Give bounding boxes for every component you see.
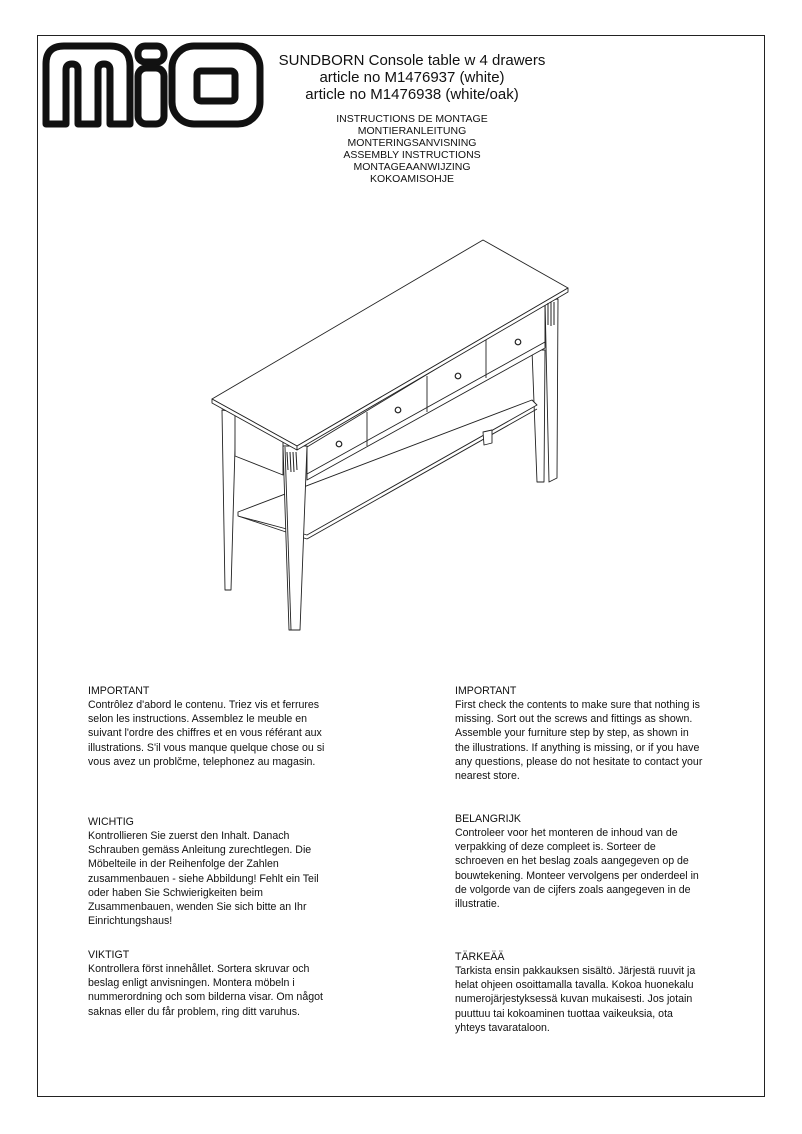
title-sv: MONTERINGSANVISNING [347, 137, 477, 149]
article-number-white: article no M1476937 (white) [319, 69, 505, 86]
drawer-knob-icon [455, 373, 461, 379]
article-number-white-oak: article no M1476938 (white/oak) [305, 86, 519, 103]
title-de: MONTIERANLEITUNG [357, 125, 467, 137]
drawer-knob-icon [336, 441, 342, 447]
section-heading: TÄRKEÄÄ [455, 951, 505, 963]
section-body: Tarkista ensin pakkauksen sisältö. Järjestä ruuvit ja helat ohjeen osoittamalla tavalla. Kokoa huonekalu numerojärjestyksessä kuvan mukaisesti. Jos jotain puuttuu tai kokoaminen tuottaa vaikeuksia, ota yhteys tavarataloon. [455, 965, 696, 1034]
section-heading: WICHTIG [88, 816, 134, 828]
section-heading: IMPORTANT [88, 685, 150, 697]
product-title: SUNDBORN Console table w 4 drawers [278, 52, 546, 69]
section-nl [455, 812, 755, 911]
section-en [455, 684, 755, 783]
section-fr [88, 684, 388, 769]
section-fi [455, 950, 755, 1035]
title-nl: MONTAGEAANWIJZING [353, 161, 471, 173]
section-heading: VIKTIGT [88, 949, 130, 961]
section-body: Kontrollera först innehållet. Sortera skruvar och beslag enligt anvisningen. Montera möbeln i nummerordning och som bilderna visar. Om något saknas eller du får problem, ring ditt varuhus. [88, 963, 323, 1018]
section-de [88, 815, 388, 928]
section-sv [88, 948, 388, 1019]
title-fr: INSTRUCTIONS DE MONTAGE [336, 113, 488, 125]
title-fi: KOKOAMISOHJE [369, 173, 454, 185]
section-body: Kontrollieren Sie zuerst den Inhalt. Danach Schrauben gemäss Anleitung zurechtlegen. Die Möbelteile in der Reihenfolge der Zahlen zusammenbauen - siehe Abbildung! Fehlt ein Teil oder haben Sie Schwierigkeiten beim Zusammenbauen, wenden Sie sich bitte an Ihr Einrichtungshaus! [88, 830, 319, 928]
section-body: First check the contents to make sure that nothing is missing. Sort out the screws and fittings as shown. Assemble your furniture step by step, as shown in the illustrations. If anything is missing, or if you have any questions, please do not hesitate to contact your nearest store. [455, 699, 703, 783]
drawer-knob-icon [515, 339, 521, 345]
drawer-knob-icon [395, 407, 401, 413]
section-heading: IMPORTANT [455, 685, 517, 697]
section-body: Controleer voor het monteren de inhoud van de verpakking of deze compleet is. Sorteer de schroeven en het beslag zoals aangegeven op de bouwtekening. Monteer vervolgens per onderdeel in de volgorde van de cijfers zoals aangegeven in de illustratie. [455, 827, 699, 911]
title-en: ASSEMBLY INSTRUCTIONS [343, 149, 481, 161]
section-body: Contrôlez d'abord le contenu. Triez vis et ferrures selon les instructions. Assemblez le meuble en suivant l'ordre des chiffres et en vous référant aux illustrations. S'il vous manque quelque chose ou si vous avez un problčme, telephonez au magasin. [88, 699, 325, 768]
section-heading: BELANGRIJK [455, 813, 521, 825]
